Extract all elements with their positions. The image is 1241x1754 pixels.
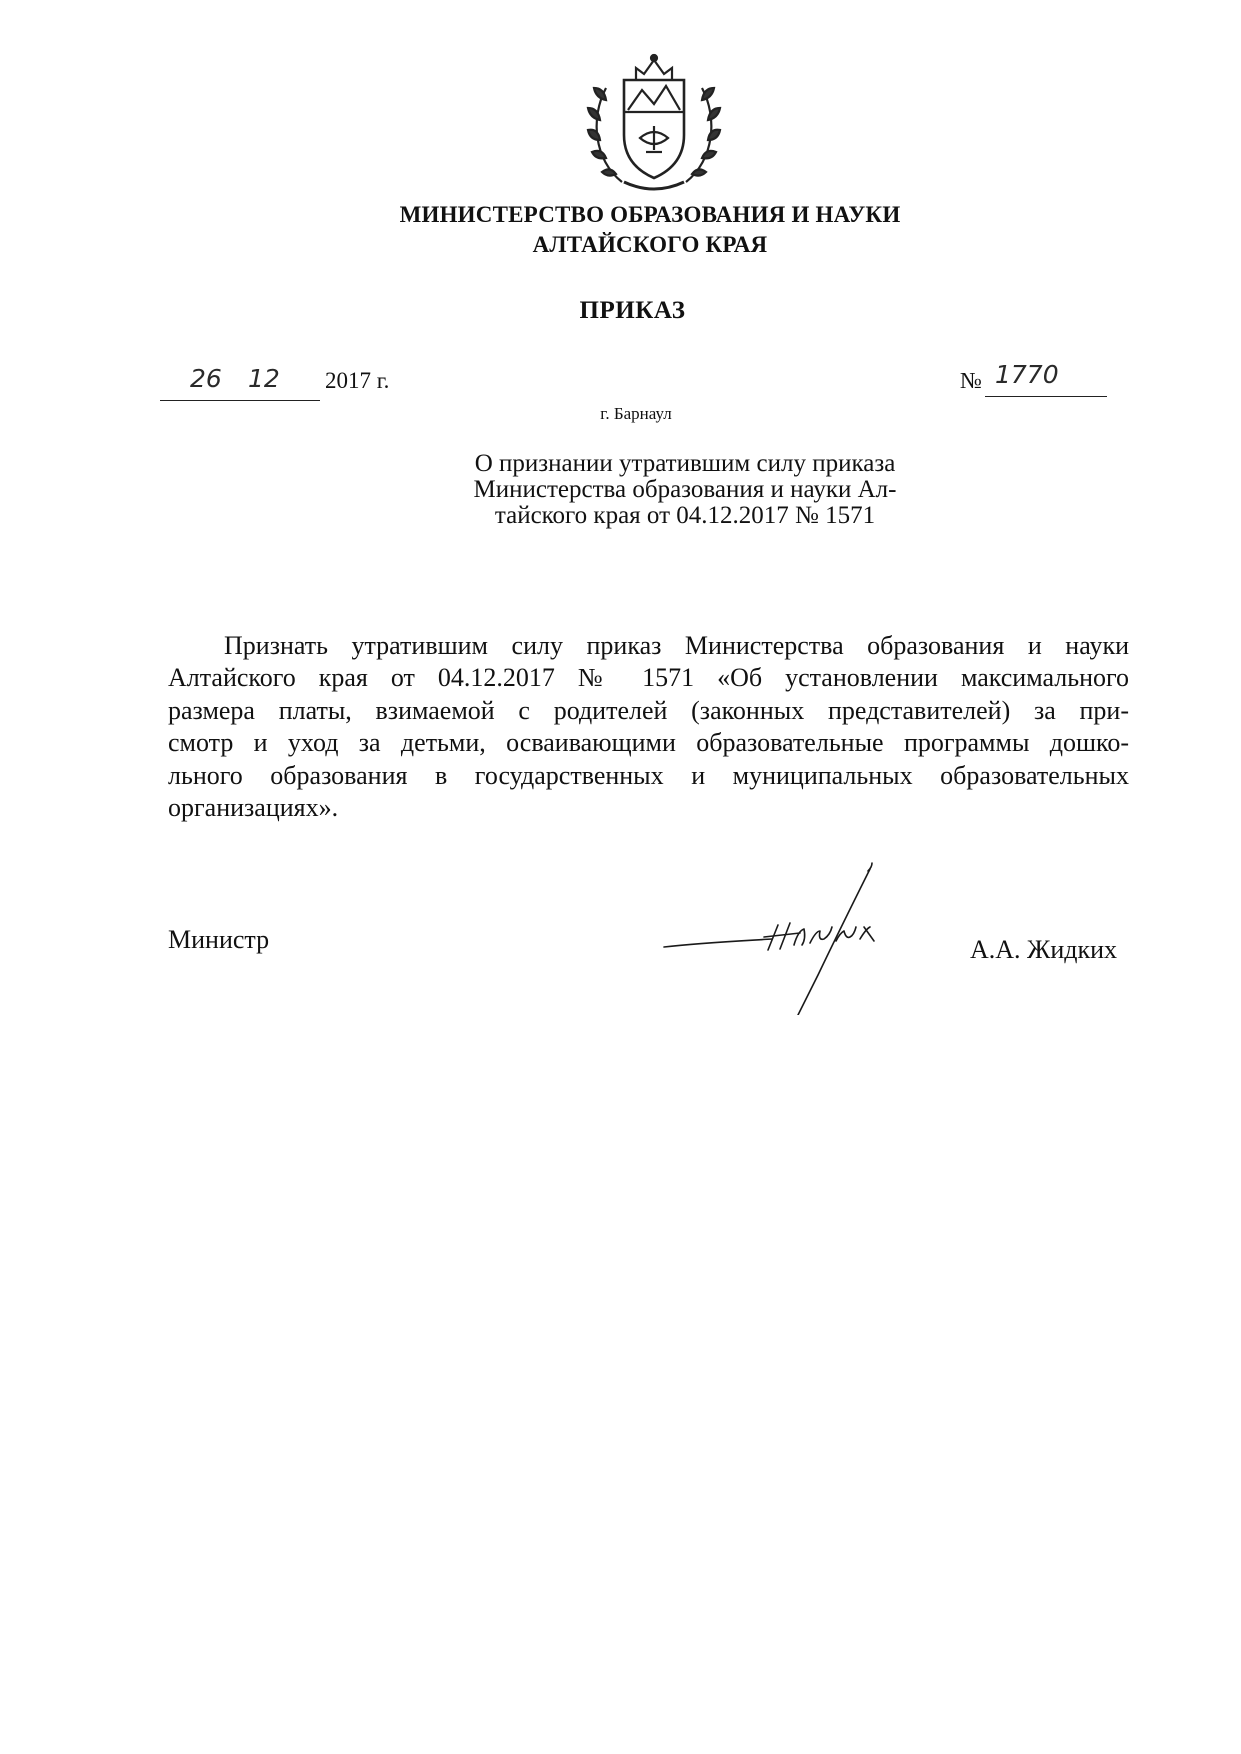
handwritten-signature bbox=[660, 855, 920, 1015]
body-line: смотр и уход за детьми, осваивающими образовательные программы дошко- bbox=[168, 728, 1129, 758]
date-month-handwritten: 12 bbox=[248, 364, 280, 393]
subject-line: О признании утратившим силу приказа bbox=[474, 450, 896, 477]
body-line: льного образования в государственных и муниципальных образовательных bbox=[168, 760, 1129, 790]
altai-coat-of-arms-emblem bbox=[584, 40, 724, 200]
document-subject bbox=[435, 451, 935, 529]
ministry-name-line-1: МИНИСТЕРСТВО ОБРАЗОВАНИЯ И НАУКИ bbox=[399, 202, 901, 227]
order-number-handwritten: 1770 bbox=[995, 360, 1059, 389]
body-line: Признать утратившим силу приказ Министерства образования и науки bbox=[224, 631, 1129, 660]
document-title: ПРИКАЗ bbox=[579, 297, 686, 324]
date-underline bbox=[160, 370, 320, 401]
body-line: размера платы, взимаемой с родителей (законных представителей) за при- bbox=[168, 695, 1129, 725]
body-line: организациях». bbox=[168, 792, 339, 822]
number-sign: № bbox=[960, 368, 982, 393]
subject-line: Министерства образования и науки Ал- bbox=[473, 476, 897, 503]
subject-line: тайского края от 04.12.2017 № 1571 bbox=[494, 502, 876, 529]
date-day-handwritten: 26 bbox=[190, 364, 222, 393]
city: г. Барнаул bbox=[600, 404, 672, 423]
document-body bbox=[168, 630, 1129, 824]
date-year: 2017 г. bbox=[325, 368, 390, 393]
body-line: Алтайского края от 04.12.2017 № 1571 «Об установлении максимального bbox=[168, 663, 1129, 693]
signatory-role: Министр bbox=[168, 925, 270, 954]
ministry-name-line-2: АЛТАЙСКОГО КРАЯ bbox=[532, 232, 768, 257]
signatory-name: А.А. Жидких bbox=[970, 935, 1118, 964]
